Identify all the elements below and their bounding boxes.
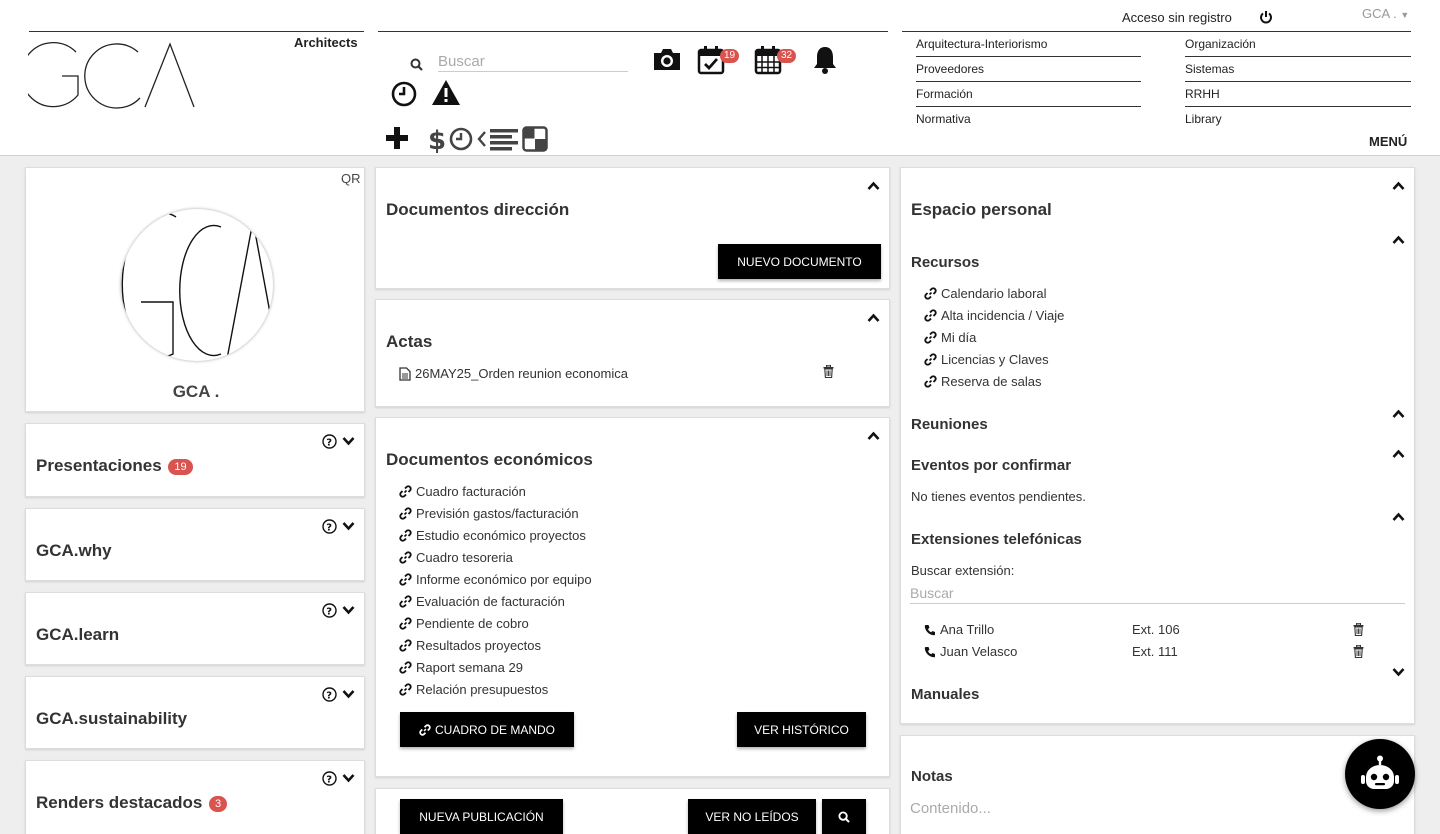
link-icon bbox=[399, 683, 412, 696]
link-icon bbox=[924, 331, 937, 344]
gca-sustainability-title[interactable]: GCA.sustainability bbox=[36, 709, 188, 728]
link-icon bbox=[924, 309, 937, 322]
presentaciones-card bbox=[25, 423, 365, 497]
access-without-login-link[interactable]: Acceso sin registro bbox=[1122, 10, 1232, 25]
gca-why-card bbox=[25, 508, 365, 581]
economic-link-label: Pendiente de cobro bbox=[416, 616, 529, 631]
top-header bbox=[0, 0, 1440, 156]
economic-link[interactable] bbox=[399, 506, 579, 521]
menu-link-library[interactable]: Library bbox=[1185, 112, 1222, 126]
profile-name: GCA . bbox=[172, 382, 220, 401]
help-icon[interactable] bbox=[322, 519, 337, 534]
resource-link[interactable] bbox=[924, 286, 1047, 301]
link-icon bbox=[399, 507, 412, 520]
clock-icon[interactable] bbox=[391, 81, 417, 107]
chevron-up-icon[interactable] bbox=[867, 313, 880, 323]
menu-link-normativa[interactable]: Normativa bbox=[916, 112, 971, 126]
link-icon bbox=[399, 551, 412, 564]
renders-badge: 3 bbox=[209, 796, 227, 812]
eventos-title: Eventos por confirmar bbox=[911, 457, 1072, 474]
recursos-title: Recursos bbox=[911, 254, 980, 271]
search-input[interactable] bbox=[438, 52, 628, 72]
trash-icon[interactable] bbox=[1353, 645, 1364, 658]
menu-link-arquitectura[interactable]: Arquitectura-Interiorismo bbox=[916, 37, 1048, 51]
extension-row bbox=[924, 644, 1017, 659]
eventos-empty-text: No tienes eventos pendientes. bbox=[911, 489, 1086, 504]
renders-card bbox=[25, 760, 365, 834]
svg-text:?: ? bbox=[326, 690, 333, 702]
chevron-up-icon[interactable] bbox=[1392, 181, 1405, 191]
economic-link-label: Raport semana 29 bbox=[416, 660, 523, 675]
resource-link[interactable] bbox=[924, 374, 1041, 389]
menu-link-sistemas[interactable]: Sistemas bbox=[1185, 62, 1235, 76]
dashboard-button-label: CUADRO DE MANDO bbox=[434, 722, 555, 737]
svg-text:?: ? bbox=[326, 606, 333, 618]
documentos-direccion-title: Documentos dirección bbox=[386, 200, 570, 219]
extension-search-label: Buscar extensión: bbox=[911, 563, 1015, 578]
link-icon bbox=[399, 529, 412, 542]
phone-icon bbox=[924, 624, 936, 636]
economic-link-label: Cuadro tesoreria bbox=[416, 550, 513, 565]
calendar-badge: 32 bbox=[777, 49, 796, 63]
documentos-direccion-card bbox=[375, 167, 890, 289]
economic-link-label: Cuadro facturación bbox=[416, 484, 526, 499]
economic-link[interactable] bbox=[399, 528, 586, 543]
profile-card bbox=[25, 167, 365, 412]
manuales-title[interactable]: Manuales bbox=[911, 686, 980, 703]
menu-divider bbox=[1185, 81, 1411, 82]
espacio-personal-card bbox=[900, 167, 1415, 724]
svg-text:?: ? bbox=[326, 522, 333, 534]
extension-search-input[interactable] bbox=[910, 583, 1405, 604]
power-icon[interactable] bbox=[1259, 10, 1273, 24]
trash-icon[interactable] bbox=[1353, 623, 1364, 636]
link-icon bbox=[924, 287, 937, 300]
menu-link-organizacion[interactable]: Organización bbox=[1185, 37, 1256, 51]
help-icon[interactable] bbox=[322, 771, 337, 786]
publicaciones-card bbox=[375, 788, 890, 834]
documentos-economicos-card bbox=[375, 417, 890, 777]
chevron-down-icon[interactable] bbox=[342, 436, 355, 446]
economic-link[interactable] bbox=[399, 616, 529, 631]
menu-divider bbox=[1185, 106, 1411, 107]
link-icon bbox=[399, 639, 412, 652]
notas-card bbox=[900, 735, 1415, 834]
gca-why-title[interactable]: GCA.why bbox=[36, 541, 112, 560]
trash-icon[interactable] bbox=[823, 365, 834, 378]
svg-text:?: ? bbox=[326, 437, 333, 449]
resource-link[interactable] bbox=[924, 352, 1049, 367]
list-item[interactable] bbox=[399, 366, 628, 381]
avatar[interactable] bbox=[121, 209, 273, 361]
chevron-up-icon[interactable] bbox=[1392, 235, 1405, 245]
notes-input[interactable] bbox=[910, 797, 1405, 819]
chevron-down-icon[interactable] bbox=[342, 521, 355, 531]
documentos-economicos-title: Documentos económicos bbox=[386, 450, 593, 469]
extension-number: Ext. 106 bbox=[1132, 622, 1180, 637]
gca-learn-title[interactable]: GCA.learn bbox=[36, 625, 120, 644]
extension-name: Ana Trillo bbox=[940, 622, 995, 637]
chevron-down-icon[interactable] bbox=[342, 773, 355, 783]
view-unread-button[interactable]: VER NO LEÍDOS bbox=[688, 799, 816, 834]
header-search bbox=[408, 52, 630, 74]
acta-item-label: 26MAY25_Orden reunion economica bbox=[415, 366, 628, 381]
extension-name: Juan Velasco bbox=[940, 644, 1018, 659]
calendar-check-badge: 19 bbox=[720, 49, 739, 63]
renders-label: Renders destacados bbox=[36, 793, 203, 812]
user-dropdown[interactable] bbox=[1362, 6, 1409, 21]
economic-link[interactable] bbox=[399, 638, 541, 653]
gca-sustainability-card bbox=[25, 676, 365, 749]
link-icon bbox=[924, 353, 937, 366]
gca-learn-card bbox=[25, 592, 365, 665]
dollar-clock-icon[interactable] bbox=[428, 125, 476, 153]
chevron-up-icon[interactable] bbox=[867, 181, 880, 191]
qr-link[interactable]: QR bbox=[341, 171, 361, 186]
bell-icon[interactable] bbox=[812, 45, 838, 75]
menu-toggle[interactable]: MENÚ bbox=[1369, 134, 1408, 149]
menu-link-rrhh[interactable]: RRHH bbox=[1185, 87, 1220, 101]
economic-link[interactable] bbox=[399, 660, 523, 675]
dashboard-tile-icon[interactable] bbox=[522, 126, 548, 152]
link-icon bbox=[399, 661, 412, 674]
extensiones-title: Extensiones telefónicas bbox=[911, 531, 1082, 548]
economic-link-label: Estudio económico proyectos bbox=[416, 528, 586, 543]
search-icon bbox=[838, 811, 850, 823]
resource-link[interactable] bbox=[924, 308, 1064, 323]
resource-link-label: Alta incidencia / Viaje bbox=[941, 308, 1065, 323]
extension-number: Ext. 111 bbox=[1132, 644, 1178, 659]
chevron-down-icon[interactable] bbox=[342, 605, 355, 615]
search-publications-button[interactable] bbox=[822, 799, 866, 834]
economic-link[interactable] bbox=[399, 484, 526, 499]
link-icon bbox=[399, 485, 412, 498]
notas-title: Notas bbox=[911, 768, 953, 785]
link-icon bbox=[399, 595, 412, 608]
caret-down-icon: ▼ bbox=[1400, 10, 1410, 20]
extension-row bbox=[924, 622, 994, 637]
actas-title: Actas bbox=[386, 332, 433, 351]
menu-divider bbox=[1185, 56, 1411, 57]
collapse-list-icon[interactable] bbox=[476, 126, 520, 152]
new-document-button[interactable]: NUEVO DOCUMENTO bbox=[718, 244, 881, 279]
help-icon[interactable] bbox=[322, 434, 337, 449]
chevron-up-icon[interactable] bbox=[867, 431, 880, 441]
phone-icon bbox=[924, 646, 936, 658]
new-publication-button[interactable]: NUEVA PUBLICACIÓN bbox=[400, 799, 563, 834]
gca-logo[interactable] bbox=[28, 40, 198, 110]
user-dropdown-label: GCA . bbox=[1362, 6, 1397, 21]
chatbot-button[interactable] bbox=[1345, 739, 1415, 809]
help-icon[interactable] bbox=[322, 687, 337, 702]
resource-link-label: Licencias y Claves bbox=[941, 352, 1049, 367]
search-icon[interactable] bbox=[410, 58, 423, 71]
menu-divider bbox=[916, 81, 1141, 82]
resource-link-label: Calendario laboral bbox=[941, 286, 1047, 301]
resource-link-label: Reserva de salas bbox=[941, 374, 1042, 389]
svg-text:?: ? bbox=[326, 774, 333, 786]
economic-link-label: Evaluación de facturación bbox=[416, 594, 565, 609]
menu-link-formacion[interactable]: Formación bbox=[916, 87, 973, 101]
dashboard-button[interactable] bbox=[400, 712, 574, 747]
renders-title[interactable] bbox=[36, 793, 227, 813]
economic-link[interactable] bbox=[399, 550, 513, 565]
resource-link-label: Mi día bbox=[941, 330, 977, 345]
header-divider bbox=[902, 31, 1411, 32]
chevron-down-icon[interactable] bbox=[342, 689, 355, 699]
presentaciones-label: Presentaciones bbox=[36, 456, 162, 475]
link-icon bbox=[924, 375, 937, 388]
economic-link-label: Resultados proyectos bbox=[416, 638, 542, 653]
file-text-icon bbox=[399, 367, 411, 381]
brand-suffix: Architects bbox=[294, 35, 358, 50]
chevron-up-icon[interactable] bbox=[1392, 449, 1405, 459]
actas-card bbox=[375, 299, 890, 407]
economic-link-label: Previsión gastos/facturación bbox=[416, 506, 579, 521]
menu-link-proveedores[interactable]: Proveedores bbox=[916, 62, 985, 76]
chevron-down-icon[interactable] bbox=[1392, 667, 1405, 677]
link-icon bbox=[399, 573, 412, 586]
espacio-personal-title: Espacio personal bbox=[911, 200, 1052, 219]
menu-divider bbox=[916, 56, 1141, 57]
plus-icon[interactable] bbox=[385, 126, 409, 150]
help-icon[interactable] bbox=[322, 603, 337, 618]
chevron-up-icon[interactable] bbox=[1392, 409, 1405, 419]
warning-icon[interactable] bbox=[431, 79, 461, 106]
economic-link[interactable] bbox=[399, 682, 548, 697]
resource-link[interactable] bbox=[924, 330, 976, 345]
header-divider bbox=[378, 31, 888, 32]
menu-divider bbox=[916, 106, 1141, 107]
link-icon bbox=[399, 617, 412, 630]
robot-icon bbox=[1360, 755, 1400, 793]
economic-link-label: Relación presupuestos bbox=[416, 682, 549, 697]
link-icon bbox=[419, 724, 431, 736]
view-history-button[interactable]: VER HISTÓRICO bbox=[737, 712, 866, 747]
presentaciones-title[interactable] bbox=[36, 456, 193, 476]
chevron-up-icon[interactable] bbox=[1392, 512, 1405, 522]
presentaciones-badge: 19 bbox=[168, 459, 192, 475]
economic-link[interactable] bbox=[399, 594, 565, 609]
camera-icon[interactable] bbox=[652, 46, 682, 72]
economic-link[interactable] bbox=[399, 572, 592, 587]
svg-text:$: $ bbox=[428, 126, 447, 153]
economic-link-label: Informe económico por equipo bbox=[416, 572, 592, 587]
header-divider bbox=[29, 31, 364, 32]
reuniones-title: Reuniones bbox=[911, 416, 988, 433]
